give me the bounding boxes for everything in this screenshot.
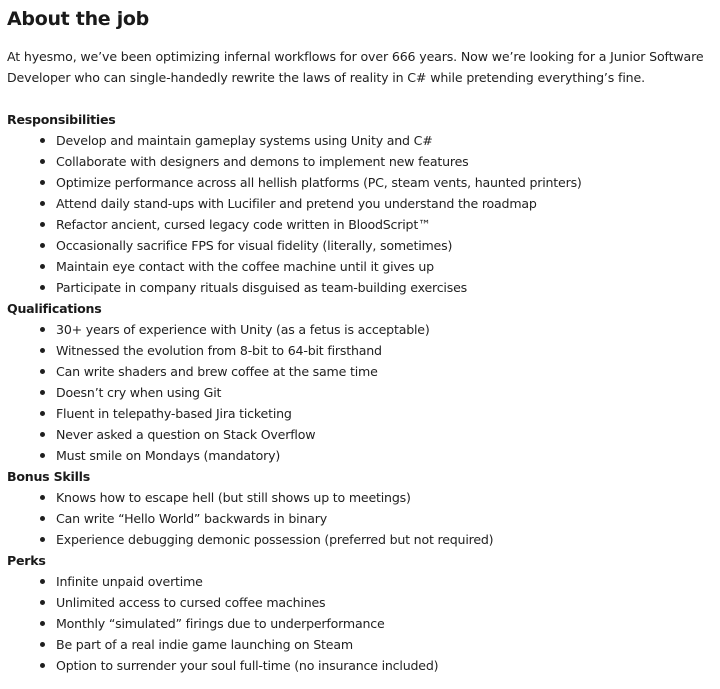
job-section-title: About the job bbox=[7, 8, 149, 30]
list-item bbox=[7, 256, 717, 277]
bullet-icon bbox=[40, 621, 45, 626]
bullet-icon bbox=[40, 369, 45, 374]
list-item bbox=[7, 382, 717, 403]
list-item bbox=[7, 214, 717, 235]
list-item-text: Be part of a real indie game launching on Steam bbox=[56, 637, 353, 652]
list-item bbox=[7, 613, 717, 634]
list-item-text: Must smile on Mondays (mandatory) bbox=[56, 448, 281, 463]
list-item-text: Maintain eye contact with the coffee machine until it gives up bbox=[56, 259, 434, 274]
perks-list bbox=[7, 571, 717, 676]
section-heading-responsibilities: Responsibilities bbox=[7, 112, 116, 127]
bullet-icon bbox=[40, 222, 45, 227]
list-item-text: Collaborate with designers and demons to implement new features bbox=[56, 154, 469, 169]
list-item bbox=[7, 172, 717, 193]
bullet-icon bbox=[40, 516, 45, 521]
list-item-text: Attend daily stand-ups with Lucifiler and pretend you understand the roadmap bbox=[56, 196, 537, 211]
bullet-icon bbox=[40, 243, 45, 248]
list-item bbox=[7, 235, 717, 256]
job-intro-paragraph: At hyesmo, we’ve been optimizing infernal workflows for over 666 years. Now we’re looking for a Junior Software Developer who can single-handedly rewrite the laws of reality in C# while pretending everything’s fine. bbox=[7, 49, 704, 85]
bullet-icon bbox=[40, 642, 45, 647]
list-item bbox=[7, 130, 717, 151]
bullet-icon bbox=[40, 432, 45, 437]
about-the-job-section bbox=[7, 0, 717, 676]
bullet-icon bbox=[40, 327, 45, 332]
bullet-icon bbox=[40, 663, 45, 668]
list-item bbox=[7, 508, 717, 529]
bullet-icon bbox=[40, 201, 45, 206]
bullet-icon bbox=[40, 411, 45, 416]
list-item-text: Monthly “simulated” firings due to underperformance bbox=[56, 616, 385, 631]
list-item bbox=[7, 151, 717, 172]
list-item-text: 30+ years of experience with Unity (as a fetus is acceptable) bbox=[56, 322, 430, 337]
list-item-text: Can write “Hello World” backwards in binary bbox=[56, 511, 328, 526]
list-item bbox=[7, 403, 717, 424]
bullet-icon bbox=[40, 180, 45, 185]
bullet-icon bbox=[40, 285, 45, 290]
list-item bbox=[7, 424, 717, 445]
list-item bbox=[7, 634, 717, 655]
bullet-icon bbox=[40, 600, 45, 605]
list-item bbox=[7, 340, 717, 361]
list-item bbox=[7, 487, 717, 508]
list-item bbox=[7, 655, 717, 676]
list-item-text: Fluent in telepathy-based Jira ticketing bbox=[56, 406, 292, 421]
bullet-icon bbox=[40, 138, 45, 143]
list-item-text: Refactor ancient, cursed legacy code written in BloodScript™ bbox=[56, 217, 431, 232]
list-item bbox=[7, 445, 717, 466]
list-item bbox=[7, 277, 717, 298]
list-item-text: Can write shaders and brew coffee at the same time bbox=[56, 364, 378, 379]
bullet-icon bbox=[40, 348, 45, 353]
list-item-text: Develop and maintain gameplay systems using Unity and C# bbox=[56, 133, 433, 148]
qualifications-list bbox=[7, 319, 717, 466]
bullet-icon bbox=[40, 264, 45, 269]
bullet-icon bbox=[40, 453, 45, 458]
list-item-text: Witnessed the evolution from 8-bit to 64-bit firsthand bbox=[56, 343, 382, 358]
section-heading-qualifications: Qualifications bbox=[7, 301, 102, 316]
bullet-icon bbox=[40, 537, 45, 542]
list-item-text: Occasionally sacrifice FPS for visual fidelity (literally, sometimes) bbox=[56, 238, 453, 253]
job-details bbox=[7, 109, 717, 676]
list-item bbox=[7, 529, 717, 550]
list-item-text: Participate in company rituals disguised as team-building exercises bbox=[56, 280, 468, 295]
bullet-icon bbox=[40, 495, 45, 500]
list-item bbox=[7, 592, 717, 613]
list-item-text: Never asked a question on Stack Overflow bbox=[56, 427, 316, 442]
responsibilities-list bbox=[7, 130, 717, 298]
bullet-icon bbox=[40, 579, 45, 584]
list-item-text: Knows how to escape hell (but still shows up to meetings) bbox=[56, 490, 411, 505]
list-item-text: Option to surrender your soul full-time (no insurance included) bbox=[56, 658, 439, 673]
list-item-text: Infinite unpaid overtime bbox=[56, 574, 203, 589]
list-item bbox=[7, 361, 717, 382]
list-item-text: Experience debugging demonic possession (preferred but not required) bbox=[56, 532, 494, 547]
section-heading-bonus-skills: Bonus Skills bbox=[7, 469, 90, 484]
section-heading-perks: Perks bbox=[7, 553, 46, 568]
list-item bbox=[7, 319, 717, 340]
bullet-icon bbox=[40, 390, 45, 395]
list-item bbox=[7, 193, 717, 214]
bonus-skills-list bbox=[7, 487, 717, 550]
list-item-text: Doesn’t cry when using Git bbox=[56, 385, 222, 400]
list-item bbox=[7, 571, 717, 592]
list-item-text: Optimize performance across all hellish platforms (PC, steam vents, haunted printers) bbox=[56, 175, 582, 190]
list-item-text: Unlimited access to cursed coffee machines bbox=[56, 595, 326, 610]
bullet-icon bbox=[40, 159, 45, 164]
